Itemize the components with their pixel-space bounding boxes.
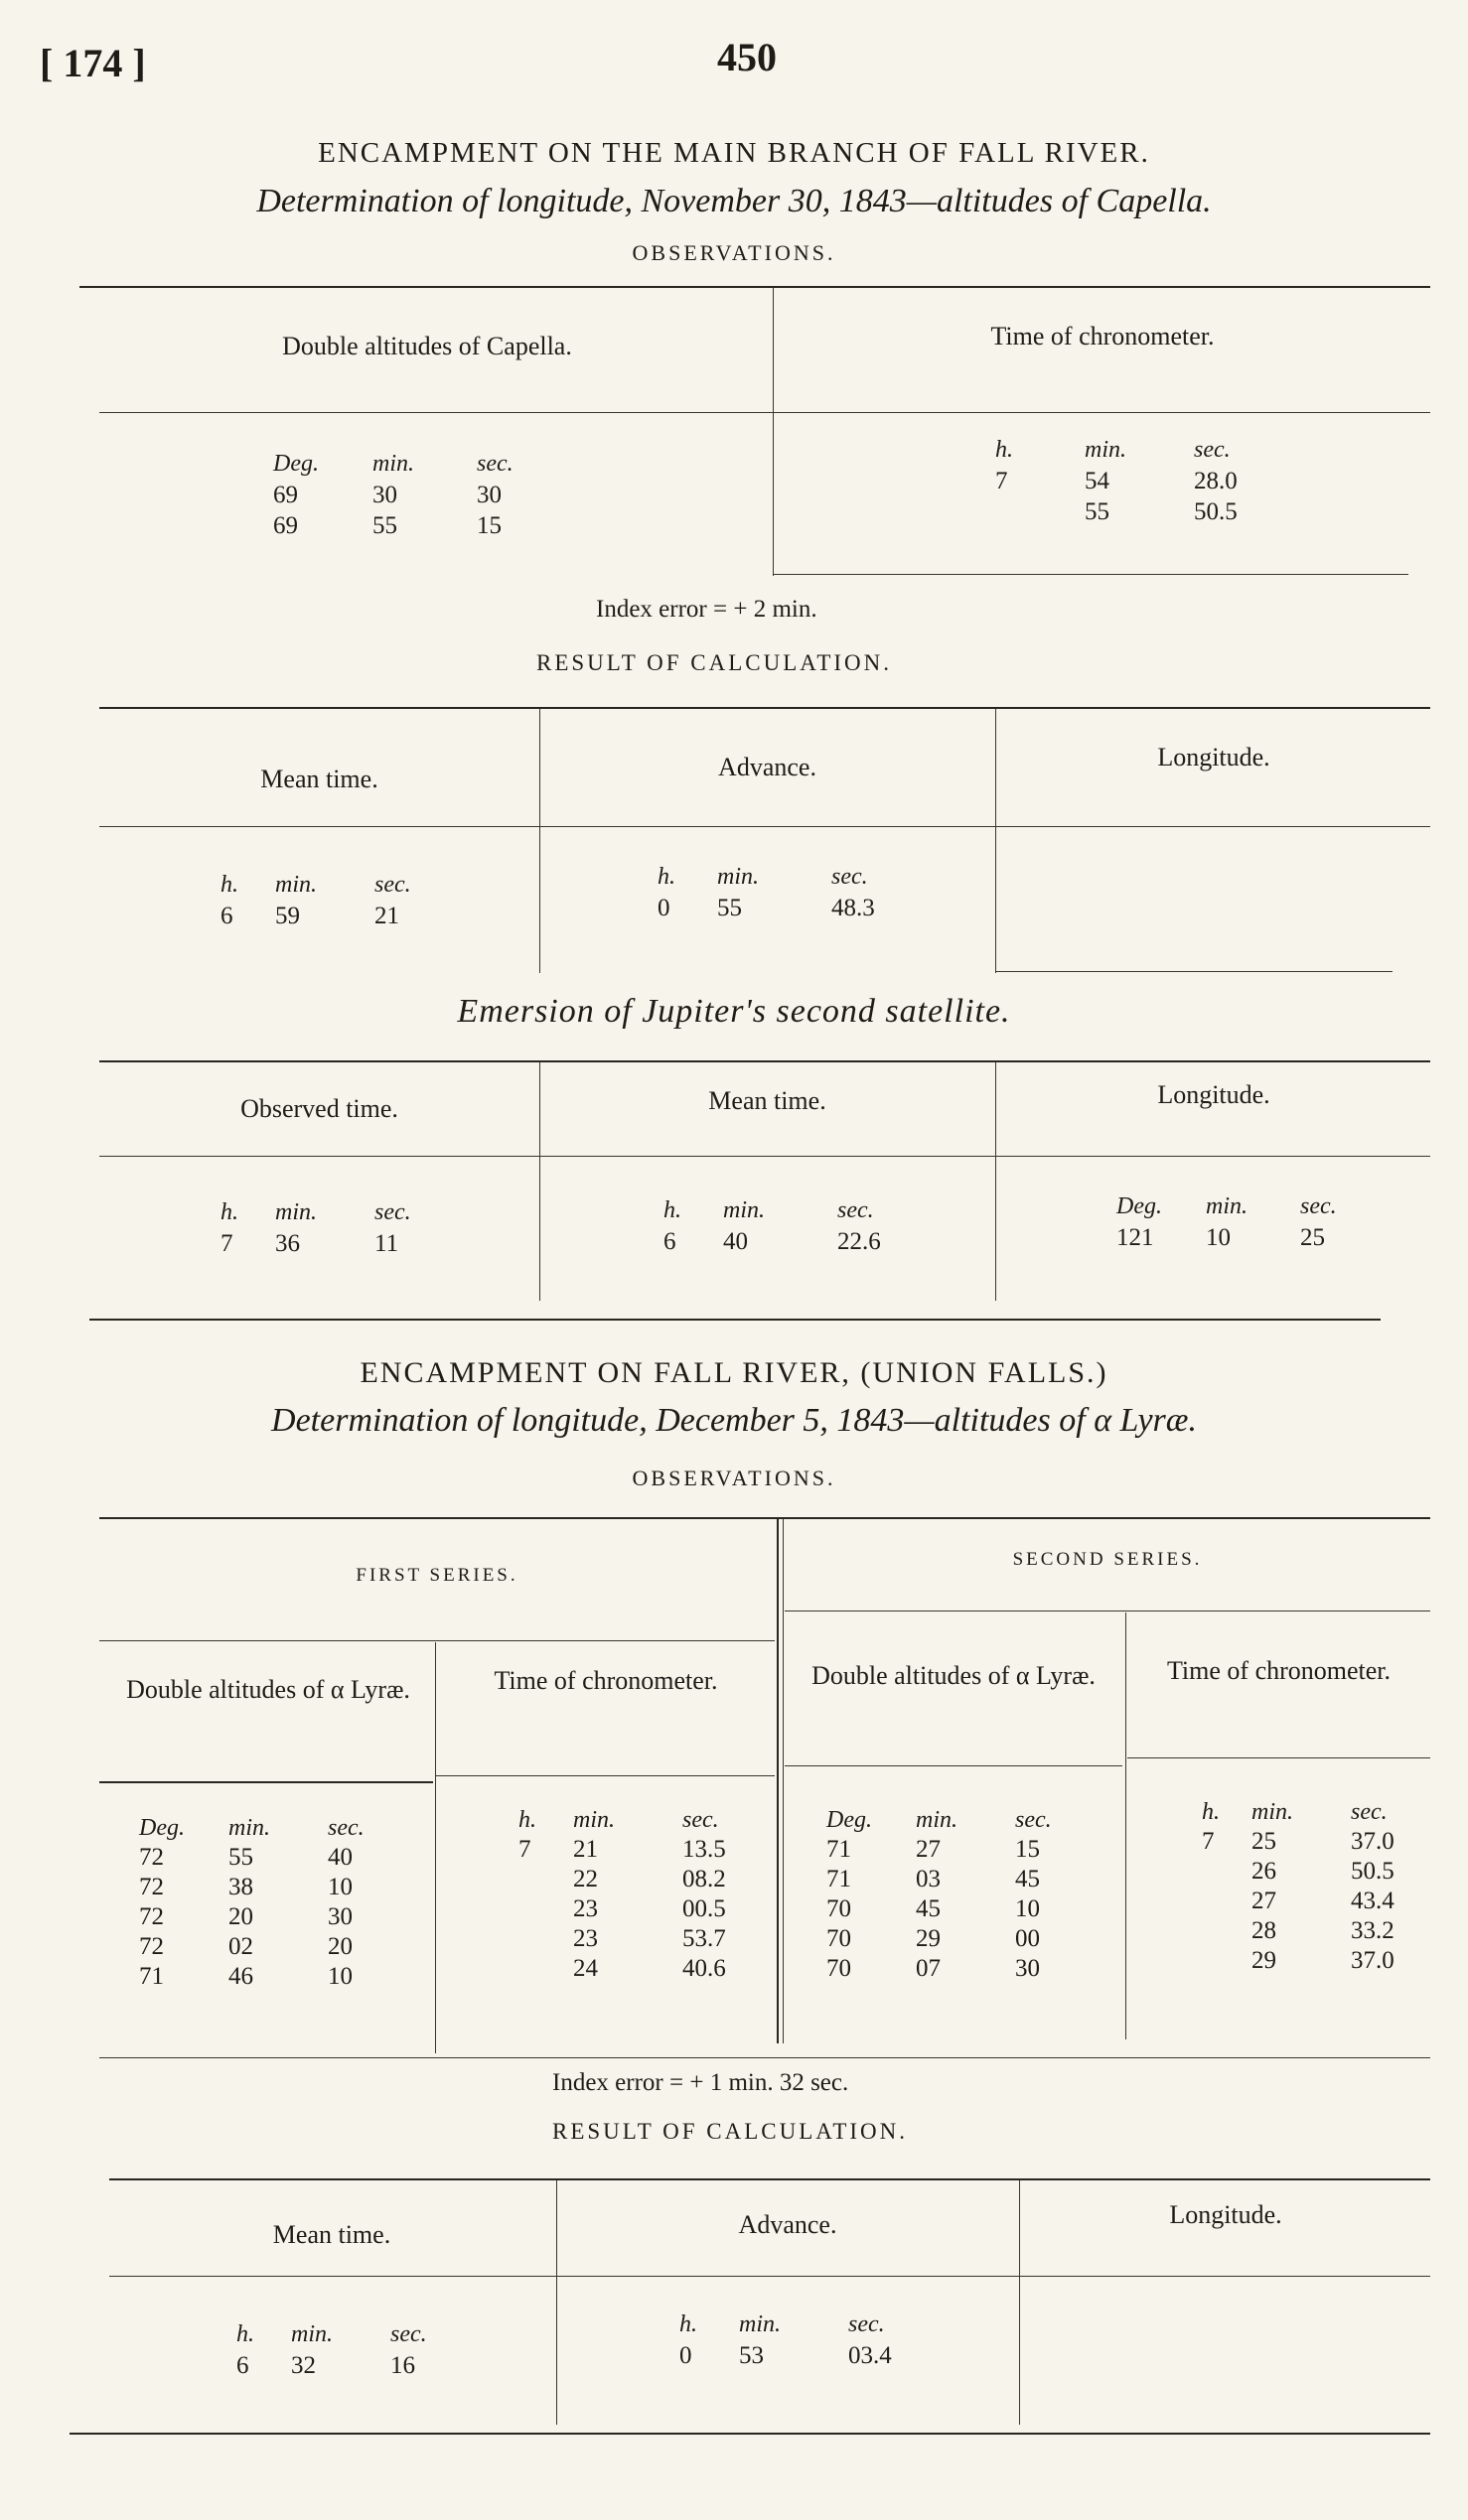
obs1-col2-header: Time of chronometer. — [990, 322, 1215, 350]
table-cell: 69 — [273, 512, 298, 539]
table-cell: 10 — [328, 1874, 353, 1900]
result3-mean-time-values — [236, 2319, 465, 2381]
rule — [99, 1640, 775, 1641]
section3-observations-label: OBSERVATIONS. — [632, 1466, 836, 1490]
result3-advance-values — [679, 2310, 938, 2371]
table-cell: 72 — [139, 1903, 164, 1930]
table-cell: 10 — [1015, 1895, 1040, 1922]
table-cell — [1202, 1857, 1251, 1887]
table-cell: 30 — [328, 1903, 353, 1930]
table-cell: 23 — [573, 1895, 598, 1922]
table-cell: 71 — [139, 1963, 164, 1990]
unit-label: min. — [1206, 1193, 1248, 1219]
table-cell: 48.3 — [831, 895, 875, 921]
section1-index-error: Index error = + 2 min. — [596, 596, 817, 623]
table-cell — [518, 1865, 573, 1894]
table-cell: 40.6 — [682, 1955, 726, 1982]
table-cell: 29 — [1251, 1947, 1276, 1974]
table-cell: 7 — [1202, 1828, 1215, 1855]
unit-label: min. — [916, 1807, 957, 1833]
table-cell: 45 — [916, 1895, 941, 1922]
unit-label: sec. — [374, 1199, 411, 1225]
result1-mean-time-values — [220, 870, 449, 931]
table-cell: 32 — [291, 2352, 316, 2379]
table-cell: 15 — [477, 512, 502, 539]
table-cell: 6 — [220, 903, 233, 929]
unit-label: min. — [573, 1807, 615, 1833]
table-cell: 53.7 — [682, 1925, 726, 1952]
table-cell: 69 — [273, 482, 298, 508]
first-time-values — [518, 1805, 757, 1984]
unit-label: sec. — [374, 872, 411, 898]
unit-label: Deg. — [1116, 1193, 1162, 1219]
unit-label: min. — [717, 864, 759, 890]
section3-title: ENCAMPMENT ON FALL RIVER, (UNION FALLS.) — [360, 1356, 1108, 1389]
table-cell: 7 — [995, 468, 1008, 494]
table-cell: 121 — [1116, 1224, 1154, 1251]
unit-label: sec. — [1300, 1193, 1337, 1219]
result1-header-longitude: Longitude. — [1157, 743, 1270, 771]
table-cell: 6 — [663, 1228, 676, 1255]
section2-subtitle: Emersion of Jupiter's second satellite. — [457, 993, 1011, 1030]
table-cell: 45 — [1015, 1866, 1040, 1892]
table-cell: 10 — [328, 1963, 353, 1990]
rule — [783, 1519, 784, 2043]
table-cell: 55 — [1085, 498, 1109, 525]
table-cell — [1202, 1916, 1251, 1946]
table-cell: 40 — [328, 1844, 353, 1871]
rule — [539, 1062, 540, 1301]
result1-header-advance: Advance. — [718, 753, 816, 781]
rule — [99, 826, 1430, 827]
section1-observations-label: OBSERVATIONS. — [632, 240, 836, 265]
table-cell: 20 — [228, 1903, 253, 1930]
rule — [109, 2178, 1430, 2180]
table-cell: 71 — [826, 1836, 851, 1863]
table-cell — [1202, 1946, 1251, 1976]
table-cell: 55 — [228, 1844, 253, 1871]
table-cell: 53 — [739, 2342, 764, 2369]
unit-label: sec. — [1015, 1807, 1052, 1833]
table-cell: 70 — [826, 1955, 851, 1982]
second-time-values — [1202, 1797, 1420, 1976]
table-cell: 20 — [328, 1933, 353, 1960]
table-cell: 71 — [826, 1866, 851, 1892]
table-cell: 22 — [573, 1866, 598, 1892]
unit-label: min. — [291, 2321, 333, 2347]
table-cell: 50.5 — [1194, 498, 1238, 525]
unit-label: sec. — [390, 2321, 427, 2347]
section1-title: ENCAMPMENT ON THE MAIN BRANCH OF FALL RIVER. — [318, 137, 1150, 169]
table-cell: 26 — [1251, 1858, 1276, 1885]
rule — [785, 1765, 1122, 1766]
table-cell: 54 — [1085, 468, 1109, 494]
unit-label: min. — [275, 872, 317, 898]
table-cell: 10 — [1206, 1224, 1231, 1251]
rule — [99, 1517, 1430, 1519]
unit-label: Deg. — [139, 1815, 185, 1841]
unit-label: Deg. — [273, 451, 319, 477]
unit-label: h. — [995, 437, 1013, 463]
table-cell: 07 — [916, 1955, 941, 1982]
result3-header-advance: Advance. — [738, 2210, 837, 2239]
second-alt-header — [795, 1660, 1112, 1692]
rule — [773, 574, 1408, 575]
unit-label: h. — [220, 872, 238, 898]
rule — [995, 971, 1393, 972]
table-cell: 46 — [228, 1963, 253, 1990]
table-cell: 70 — [826, 1895, 851, 1922]
table-cell: 15 — [1015, 1836, 1040, 1863]
table-cell: 7 — [518, 1836, 531, 1863]
table-cell: 00.5 — [682, 1895, 726, 1922]
rule — [99, 1060, 1430, 1062]
table-cell: 55 — [717, 895, 742, 921]
emersion-header-mean-time: Mean time. — [708, 1086, 826, 1115]
unit-label: min. — [739, 2311, 781, 2337]
unit-label: h. — [220, 1199, 238, 1225]
unit-label: sec. — [831, 864, 868, 890]
bracket-page-number: [ 174 ] — [40, 41, 146, 85]
rule — [70, 2433, 1430, 2435]
unit-label: h. — [658, 864, 675, 890]
second-alt-header-label: Double altitudes of α Lyræ. — [811, 1661, 1096, 1690]
first-series-label: FIRST SERIES. — [356, 1565, 518, 1586]
emersion-header-observed-time: Observed time. — [240, 1094, 398, 1123]
rule — [556, 2180, 557, 2425]
section3-result-label: RESULT OF CALCULATION. — [552, 2119, 909, 2144]
table-cell: 37.0 — [1351, 1947, 1395, 1974]
table-cell: 7 — [220, 1230, 233, 1257]
table-cell: 50.5 — [1351, 1858, 1395, 1885]
rule — [435, 1775, 775, 1776]
table-cell: 6 — [236, 2352, 249, 2379]
table-cell: 21 — [573, 1836, 598, 1863]
unit-label: sec. — [328, 1815, 365, 1841]
unit-label: Deg. — [826, 1807, 872, 1833]
unit-label: h. — [1202, 1799, 1220, 1825]
table-cell: 33.2 — [1351, 1917, 1395, 1944]
first-time-header: Time of chronometer. — [494, 1666, 718, 1695]
table-cell: 16 — [390, 2352, 415, 2379]
table-cell: 37.0 — [1351, 1828, 1395, 1855]
unit-label: h. — [663, 1197, 681, 1223]
unit-label: sec. — [682, 1807, 719, 1833]
table-cell: 36 — [275, 1230, 300, 1257]
rule — [99, 1781, 433, 1783]
table-cell: 27 — [916, 1836, 941, 1863]
table-cell: 03.4 — [848, 2342, 892, 2369]
table-cell: 30 — [477, 482, 502, 508]
table-cell: 27 — [1251, 1888, 1276, 1914]
unit-label: sec. — [837, 1197, 874, 1223]
rule — [79, 286, 1430, 288]
rule — [777, 1519, 779, 2043]
rule — [1125, 1612, 1126, 2039]
table-cell: 55 — [372, 512, 397, 539]
table-cell: 59 — [275, 903, 300, 929]
table-cell: 11 — [374, 1230, 399, 1257]
result1-header-mean-time: Mean time. — [260, 765, 378, 793]
table-cell: 28 — [1251, 1917, 1276, 1944]
unit-label: min. — [1085, 437, 1126, 463]
table-cell: 72 — [139, 1844, 164, 1871]
second-time-header: Time of chronometer. — [1166, 1656, 1392, 1685]
rule — [995, 1062, 996, 1301]
second-alt-values — [826, 1805, 1085, 1984]
table-cell: 25 — [1251, 1828, 1276, 1855]
rule — [99, 1156, 1430, 1157]
rule — [89, 1319, 1381, 1321]
emersion-header-longitude: Longitude. — [1157, 1080, 1270, 1109]
unit-label: min. — [723, 1197, 765, 1223]
table-cell: 43.4 — [1351, 1888, 1395, 1914]
table-cell: 23 — [573, 1925, 598, 1952]
first-alt-header-label: Double altitudes of α Lyræ. — [126, 1675, 410, 1704]
table-cell: 13.5 — [682, 1836, 726, 1863]
table-cell — [1202, 1887, 1251, 1916]
section3-subtitle: Determination of longitude, December 5, 1843—altitudes of α Lyræ. — [271, 1402, 1197, 1439]
table-cell: 70 — [826, 1925, 851, 1952]
unit-label: sec. — [1194, 437, 1231, 463]
rule — [99, 707, 1430, 709]
table-cell: 29 — [916, 1925, 941, 1952]
table-cell: 0 — [679, 2342, 692, 2369]
table-cell: 24 — [573, 1955, 598, 1982]
section3-index-error: Index error = + 1 min. 32 sec. — [552, 2069, 849, 2096]
rule — [109, 2276, 1430, 2277]
rule — [435, 1642, 436, 2053]
rule — [99, 412, 1430, 413]
unit-label: h. — [518, 1807, 536, 1833]
unit-label: sec. — [477, 451, 514, 477]
emersion-mean-values — [663, 1195, 922, 1257]
table-cell: 30 — [1015, 1955, 1040, 1982]
emersion-longitude-values — [1116, 1191, 1375, 1253]
section1-subtitle: Determination of longitude, November 30, 1843—altitudes of Capella. — [256, 183, 1212, 219]
unit-label: min. — [1251, 1799, 1293, 1825]
table-cell: 0 — [658, 895, 670, 921]
section1-result-label: RESULT OF CALCULATION. — [536, 650, 893, 675]
table-cell: 00 — [1015, 1925, 1040, 1952]
result3-header-longitude: Longitude. — [1169, 2200, 1282, 2229]
unit-label: sec. — [1351, 1799, 1388, 1825]
unit-label: min. — [372, 451, 414, 477]
obs1-col1-values — [273, 449, 581, 541]
table-cell: 28.0 — [1194, 468, 1238, 494]
table-cell: 22.6 — [837, 1228, 881, 1255]
table-cell: 38 — [228, 1874, 253, 1900]
table-cell: 02 — [228, 1933, 253, 1960]
table-cell — [518, 1954, 573, 1984]
rule — [785, 1610, 1430, 1611]
table-cell: 30 — [372, 482, 397, 508]
unit-label: h. — [236, 2321, 254, 2347]
table-cell: 25 — [1300, 1224, 1325, 1251]
second-series-label: SECOND SERIES. — [1012, 1549, 1203, 1570]
table-cell — [995, 496, 1085, 527]
obs1-col2-values — [995, 435, 1283, 527]
first-alt-values — [139, 1813, 397, 1992]
result1-advance-values — [658, 862, 916, 923]
rule — [1019, 2180, 1020, 2425]
table-cell — [518, 1894, 573, 1924]
page-number: 450 — [717, 35, 777, 79]
rule — [539, 709, 540, 973]
result3-header-mean-time: Mean time. — [272, 2220, 391, 2249]
table-cell: 40 — [723, 1228, 748, 1255]
unit-label: sec. — [848, 2311, 885, 2337]
rule — [1127, 1757, 1430, 1758]
table-cell: 72 — [139, 1933, 164, 1960]
table-cell: 72 — [139, 1874, 164, 1900]
unit-label: h. — [679, 2311, 697, 2337]
emersion-observed-values — [220, 1197, 449, 1259]
table-cell — [518, 1924, 573, 1954]
obs1-col1-header: Double altitudes of Capella. — [282, 332, 572, 360]
unit-label: min. — [275, 1199, 317, 1225]
table-cell: 03 — [916, 1866, 941, 1892]
table-cell: 08.2 — [682, 1866, 726, 1892]
rule — [99, 2057, 1430, 2058]
first-alt-header — [109, 1674, 427, 1706]
unit-label: min. — [228, 1815, 270, 1841]
table-cell: 21 — [374, 903, 399, 929]
rule — [995, 709, 996, 973]
